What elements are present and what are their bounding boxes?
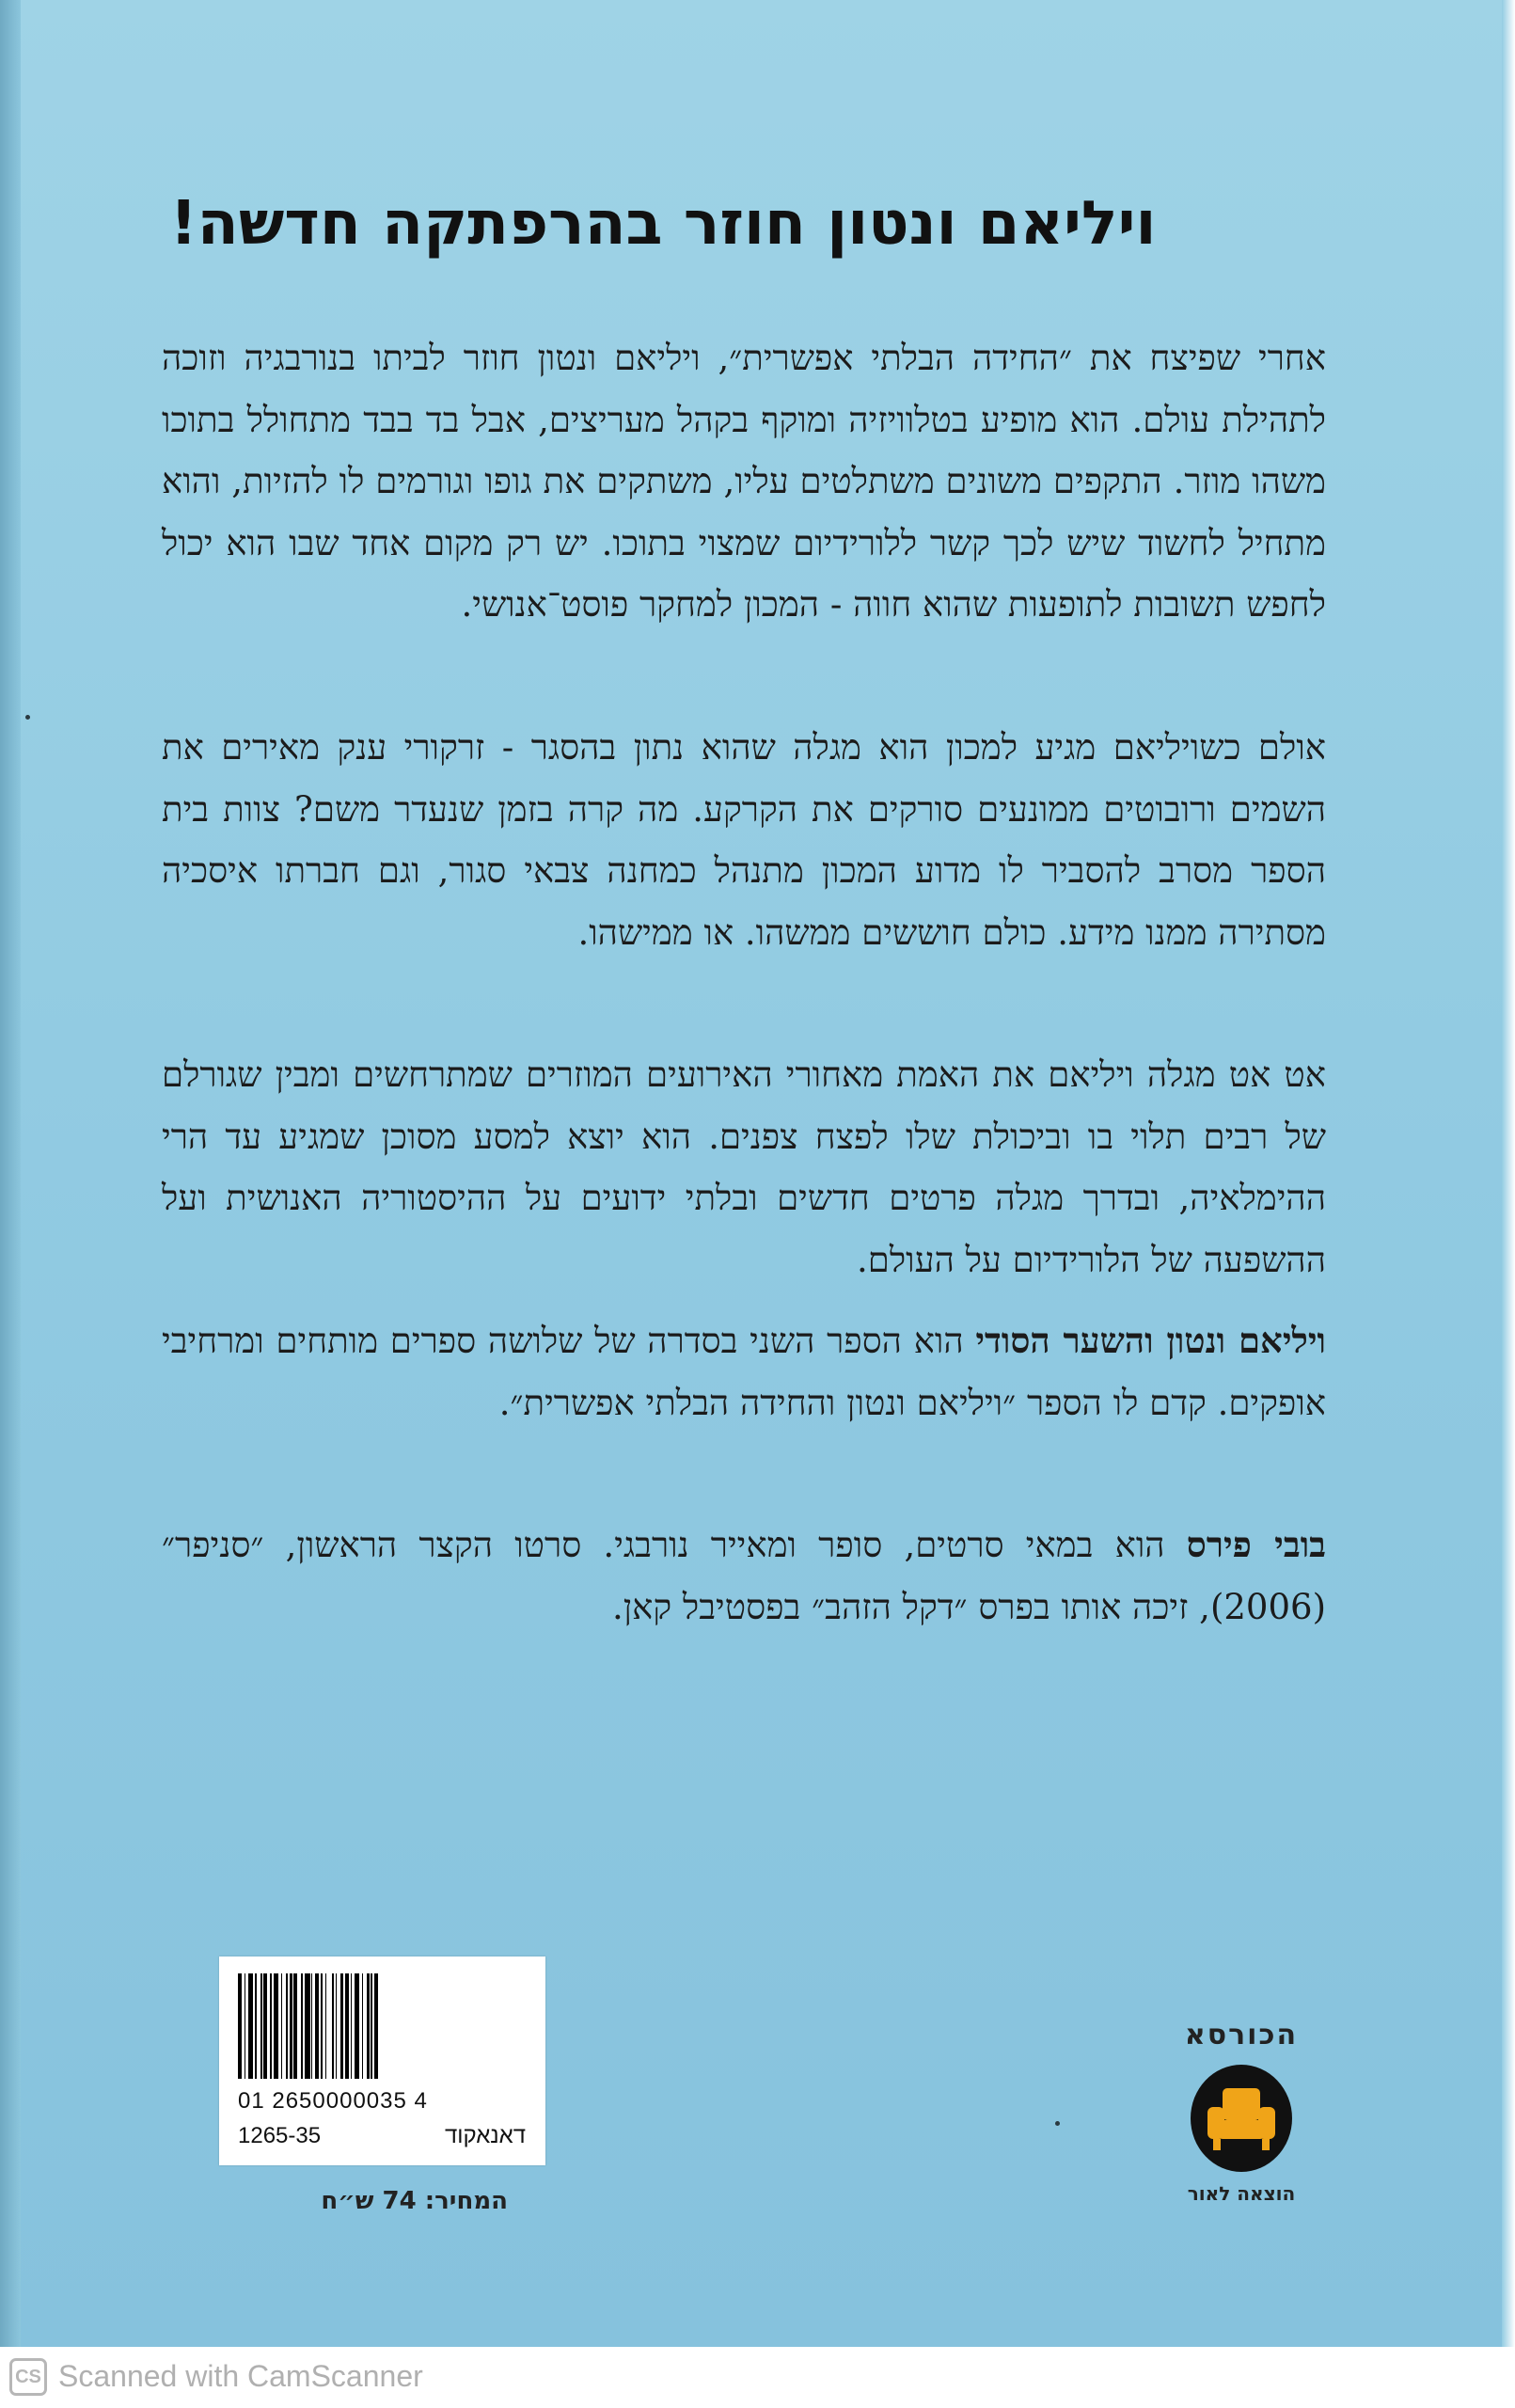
- cover-right-edge: [1502, 0, 1515, 2347]
- armchair-icon: [1187, 2062, 1296, 2173]
- publisher-tagline: הוצאה לאור: [1187, 2182, 1296, 2205]
- speck: [1055, 2121, 1060, 2126]
- camscanner-icon: CS: [9, 2358, 47, 2396]
- scanner-text: Scanned with CamScanner: [58, 2359, 423, 2393]
- publisher-name: הכורסא: [1184, 2019, 1299, 2052]
- publisher-logo: [1166, 2019, 1317, 2210]
- speck: [25, 715, 30, 720]
- series-description: הוא הספר השני בסדרה של שלושה ספרים מותחים ומרחיבי אופקים. קדם לו הספר ״ויליאם ונטון והחידה הבלתי אפשרית״.: [162, 1321, 1326, 1423]
- barcode-label: [219, 1956, 545, 2165]
- price-label: המחיר: 74 ש״ח: [321, 2187, 508, 2215]
- blurb-paragraph-2: אולם כשויליאם מגיע למכון הוא מגלה שהוא נתון בהסגר - זרקורי ענק מאירים את השמים ורובוטים ממונעים סורקים את הקרקע. מה קרה בזמן שנעדר משם? צוות בית הספר מסרב להסביר לו מדוע המכון מתנהל כמחנה צבאי סגור, וגם חברתו איסכיה מסתירה ממנו מידע. כולם חוששים ממשהו. או ממישהו.: [162, 727, 1326, 953]
- scanner-watermark: [0, 2347, 1515, 2408]
- author-name: בובי פירס: [1186, 1524, 1326, 1565]
- cover-spine-shadow: [0, 0, 21, 2347]
- barcode-number: 01 2650000035 4: [238, 2088, 428, 2114]
- author-bio: הוא במאי סרטים, סופר ומאייר נורבגי. סרטו הקצר הראשון, ״סניפר״ (2006), זיכה אותו בפרס ״דקל הזהב״ בפסטיבל קאן.: [162, 1525, 1326, 1627]
- blurb-paragraph-3: אט אט מגלה ויליאם את האמת מאחורי האירועים המוזרים שמתרחשים ומבין שגורלם של רבים תלוי בו וביכולת שלו לפצח צפנים. הוא יוצא למסע מסוכן שמגיע עד הרי ההימלאיה, ובדרך מגלה פרטים חדשים ובלתי ידועים על ההיסטוריה האנושית ועל ההשפעה של הלורידיום על העולם.: [162, 1054, 1326, 1280]
- series-paragraph: [162, 1310, 1326, 1434]
- barcode-code-line: [238, 2123, 526, 2149]
- series-title: ויליאם ונטון והשער הסודי: [975, 1320, 1326, 1361]
- barcode-code-label: דאנאקוד: [445, 2123, 526, 2148]
- blurb-paragraph-1: אחרי שפיצח את ״החידה הבלתי אפשרית״, ויליאם ונטון חוזר לביתו בנורבגיה וזוכה לתהילת עולם. הוא מופיע בטלוויזיה ומוקף בקהל מעריצים, אבל בד בבד מתחולל בתוכו משהו מוזר. התקפים משונים משתלטים עליו, משתקים את גופו וגורמים לו להזיות, והוא מתחיל לחשוד שיש לכך קשר ללורידיום שמצוי בתוכו. יש רק מקום אחד שבו הוא יכול לחפש תשובות לתופעות שהוא חווה - המכון למחקר פוסט־אנושי.: [162, 338, 1326, 625]
- cover-headline: ויליאם ונטון חוזר בהרפתקה חדשה!: [169, 189, 1157, 259]
- author-paragraph: [162, 1514, 1326, 1638]
- barcode-bars: [238, 1973, 524, 2079]
- barcode-code: 1265-35: [238, 2123, 322, 2148]
